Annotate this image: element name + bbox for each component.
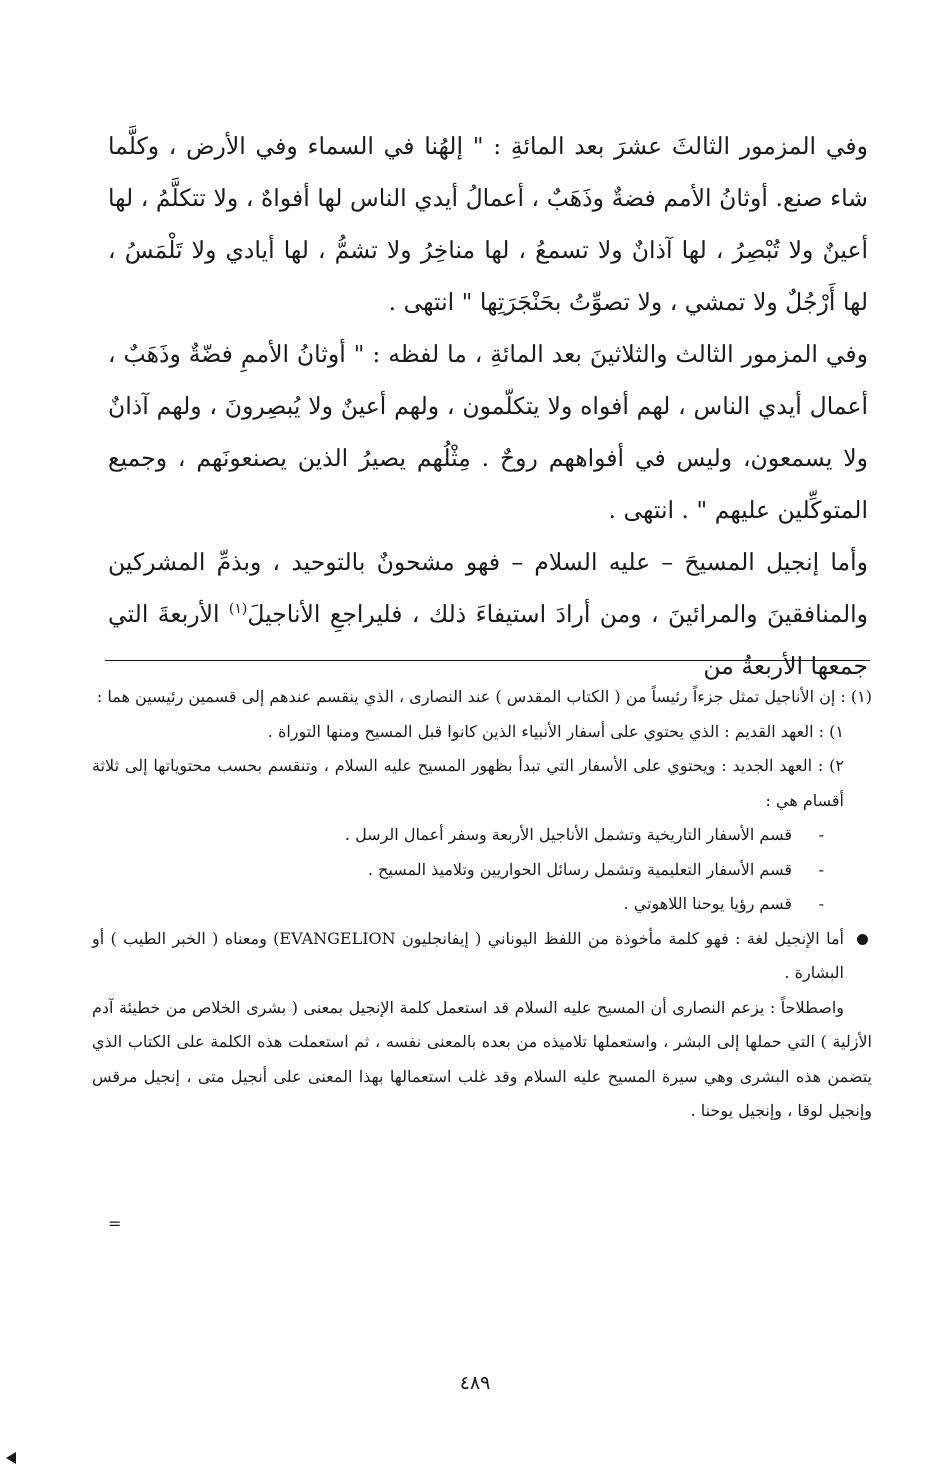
footnotes-section [92, 680, 872, 1129]
testament-item-old: ١) : العهد القديم : الذي يحتوي على أسفار الأنبياء الذين كانوا قبل المسيح ومنها التوراة . [267, 721, 844, 741]
continuation-mark: = [108, 1214, 122, 1233]
testament-list [92, 715, 872, 819]
page-number: ٤٨٩ [459, 1372, 491, 1394]
gospel-lexical-definition [92, 922, 872, 991]
main-text-body [108, 120, 868, 692]
footnote-reference-1[interactable]: (١) [228, 601, 248, 618]
corner-arrow-icon [6, 1452, 16, 1464]
paragraph-psalm-133: وفي المزمور الثالث والثلاثينَ بعد المائةِ ، ما لفظه : " أوثانُ الأممِ فضّةٌ وذَهَبٌ ، أعمال أيدي الناس ، لهم أفواه ولا يتكلّمون ، ولهم أعينٌ ولا يُبصِرونَ ، ولهم آذانٌ ولا يسمعون، وليس في أفواههم روحٌ . مِثْلُهم يصيرُ الذين يصنعونَهم ، وجميع المتوكِّلين عليهم " . انتهى . [108, 340, 868, 524]
paragraph-gospel-text-start: وأما إنجيل المسيحَ – عليه السلام – فهو مشحونٌ بالتوحيد ، وبذمِّ المشركين والمنافقينَ والمرائينَ ، ومن أرادَ استيفاءَ ذلك ، فليراجعِ الأناجيلَ [108, 548, 868, 628]
testament-item-new: ٢) : العهد الجديد : ويحتوي على الأسفار التي تبدأ بظهور المسيح عليه السلام ، وتنقسم بحسب محتوياتها إلى ثلاثة أقسام هي : [92, 756, 844, 810]
paragraph-psalm-113: وفي المزمور الثالثَ عشرَ بعد المائةِ : " إلهُنا في السماء وفي الأرض ، وكلَّما شاء صنع. أوثانُ الأمم فضةٌ وذَهَبٌ ، أعمالُ أيدي الناس لها أفواهٌ ، ولا تتكلَّمُ ، لها أعينٌ ولا تُبْصِرُ ، لها آذانٌ ولا تسمعُ ، لها مناخِرُ ولا تشمُّ ، لها أيادي ولا تَلْمَسُ ، لها أَرْجُلٌ ولا تمشي ، ولا تصوِّتُ بحَنْجَرَتِها " انتهى . [108, 132, 868, 316]
footnote-1-intro: (١) : إن الأناجيل تمثل جزءاً رئيساً من ( الكتاب المقدس ) عند النصارى ، الذي ينقسم عندهم إلى قسمين رئيسين هما : [96, 687, 872, 706]
footnote-separator-rule [105, 660, 870, 661]
gospel-lexical-text: أما الإنجيل لغة : فهو كلمة مأخوذة من اللفظ اليوناني ( إيفانجليون EVANGELION) ومعناه ( الخبر الطيب ) أو البشارة . [92, 928, 844, 982]
paragraph-gospel-text-end: الأربعةَ التي جمعها الأربعةُ من [108, 600, 868, 680]
gospel-technical-definition: واصطلاحاً : يزعم النصارى أن المسيح عليه السلام قد استعمل كلمة الإنجيل بمعنى ( بشرى الخلاص من خطيئة آدم الأزلية ) التي حملها إلى البشر ، واستعملها تلاميذه من بعده بالمعنى نفسه ، ثم استعملت هذه الكلمة على الكتاب الذي يتضمن هذه البشرى وهي سيرة المسيح عليه السلام وقد غلب استعمالها بهذا المعنى على أنجيل متى ، إنجيل مرقس وإنجيل لوقا ، وإنجيل يوحنا . [92, 997, 873, 1120]
paragraph-gospel [108, 536, 868, 692]
section-item-didactic: - قسم الأسفار التعليمية وتشمل رسائل الحواريين وتلاميذ المسيح . [92, 853, 824, 888]
new-testament-sections-list [92, 818, 872, 922]
section-item-revelation: - قسم رؤيا يوحنا اللاهوتي . [92, 887, 824, 922]
section-item-historical: - قسم الأسفار التاريخية وتشمل الأناجيل الأربعة وسفر أعمال الرسل . [92, 818, 824, 853]
bullet-icon [857, 934, 868, 945]
